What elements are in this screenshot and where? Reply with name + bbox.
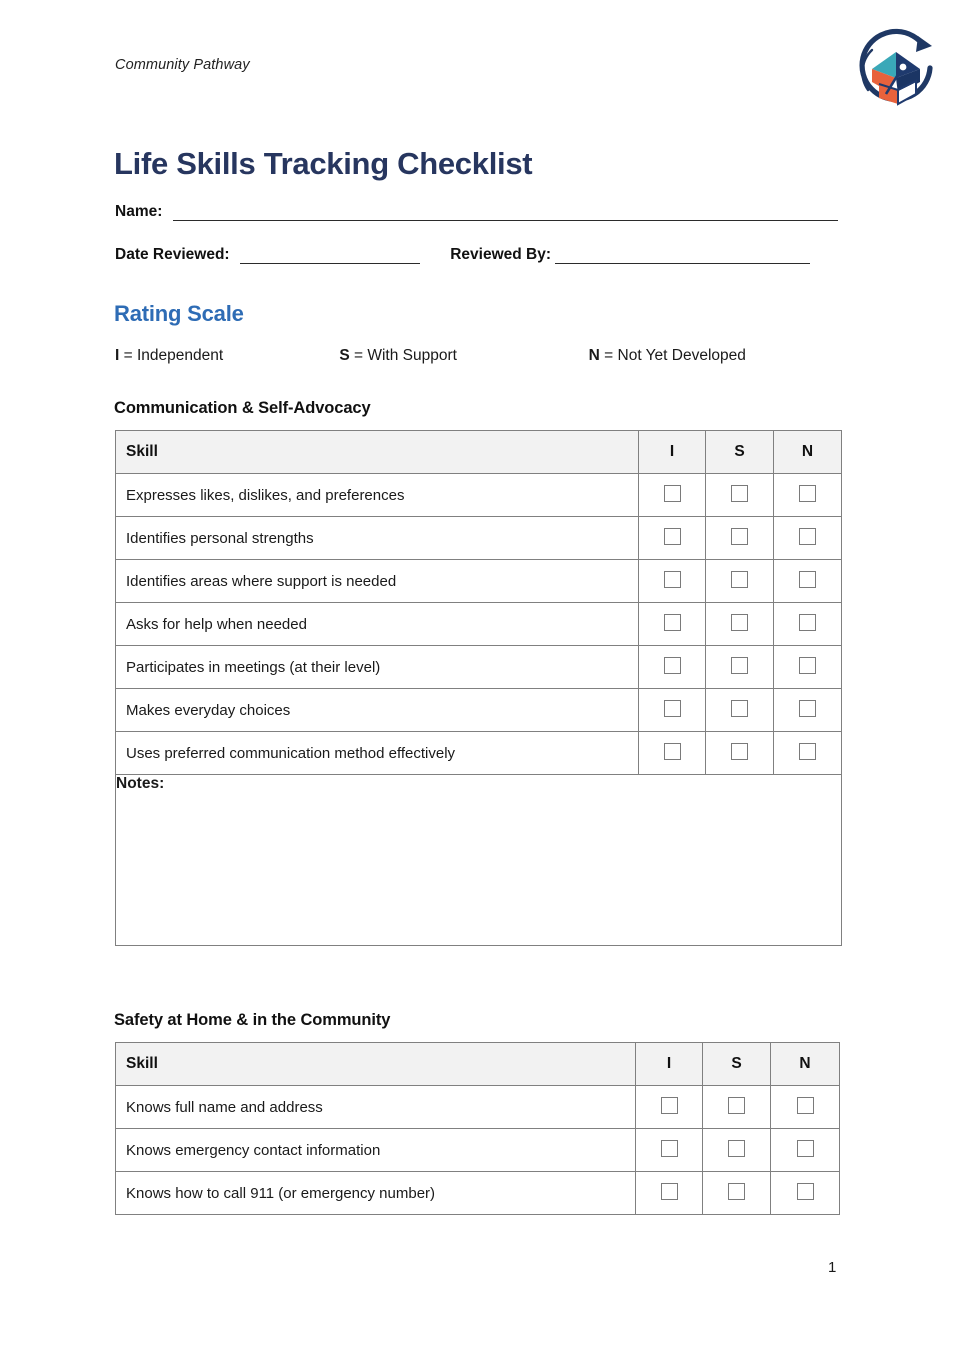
skill-label: Asks for help when needed [116, 603, 639, 646]
table-header-row [116, 431, 842, 474]
checkbox-cell-i[interactable] [639, 689, 706, 732]
skill-label: Identifies areas where support is needed [116, 560, 639, 603]
checkbox-not-yet[interactable] [799, 614, 816, 631]
column-header-not-yet: N [771, 1043, 840, 1086]
checkbox-support[interactable] [731, 571, 748, 588]
checkbox-independent[interactable] [664, 485, 681, 502]
reviewed-by-label: Reviewed By: [450, 246, 551, 263]
table-row [116, 517, 842, 560]
skill-label: Uses preferred communication method effectively [116, 732, 639, 775]
column-header-support: S [703, 1043, 771, 1086]
table-row [116, 603, 842, 646]
table-row [116, 560, 842, 603]
table-row [116, 1172, 840, 1215]
checkbox-cell-i[interactable] [639, 474, 706, 517]
table-row [116, 474, 842, 517]
checkbox-independent[interactable] [661, 1140, 678, 1157]
checkbox-support[interactable] [731, 700, 748, 717]
notes-row [116, 775, 842, 946]
checkbox-cell-i[interactable] [639, 732, 706, 775]
legend-sep-n: = [599, 347, 618, 364]
skill-label: Makes everyday choices [116, 689, 639, 732]
checkbox-independent[interactable] [661, 1183, 678, 1200]
notes-field[interactable]: Notes: [116, 775, 842, 946]
skills-table-safety [115, 1042, 840, 1215]
checkbox-not-yet[interactable] [799, 485, 816, 502]
table-body-communication [116, 474, 842, 946]
checkbox-cell-n[interactable] [774, 517, 842, 560]
skill-label: Identifies personal strengths [116, 517, 639, 560]
checkbox-cell-i[interactable] [639, 603, 706, 646]
table-row [116, 1129, 840, 1172]
legend-sep-i: = [119, 347, 137, 364]
rating-scale-heading: Rating Scale [114, 301, 244, 326]
legend-item-independent [115, 347, 335, 365]
checkbox-cell-s[interactable] [706, 603, 774, 646]
graduation-cap-circular-arrow-icon [846, 24, 946, 124]
checkbox-cell-s[interactable] [706, 560, 774, 603]
legend-label-i: Independent [136, 347, 224, 364]
name-input[interactable] [173, 206, 838, 221]
date-reviewer-field-row [115, 246, 810, 264]
checkbox-support[interactable] [728, 1183, 745, 1200]
table-header-row [116, 1043, 840, 1086]
checkbox-support[interactable] [728, 1097, 745, 1114]
checkbox-cell-n[interactable] [774, 689, 842, 732]
checkbox-cell-n[interactable] [774, 474, 842, 517]
checkbox-not-yet[interactable] [799, 657, 816, 674]
checkbox-cell-n[interactable] [774, 732, 842, 775]
checkbox-independent[interactable] [664, 700, 681, 717]
checkbox-independent[interactable] [664, 571, 681, 588]
page-title: Life Skills Tracking Checklist [114, 146, 533, 181]
checkbox-not-yet[interactable] [799, 743, 816, 760]
organization-logo [846, 24, 946, 124]
checkbox-cell-s[interactable] [703, 1086, 771, 1129]
legend-item-not-yet [589, 347, 746, 365]
checkbox-support[interactable] [731, 614, 748, 631]
column-header-skill: Skill [116, 1043, 636, 1086]
checkbox-support[interactable] [731, 743, 748, 760]
checkbox-independent[interactable] [664, 743, 681, 760]
checkbox-support[interactable] [728, 1140, 745, 1157]
checkbox-cell-n[interactable] [771, 1086, 840, 1129]
name-label: Name: [115, 203, 163, 220]
checkbox-not-yet[interactable] [797, 1140, 814, 1157]
legend-key-i: I [115, 347, 120, 364]
date-reviewed-input[interactable] [240, 249, 420, 264]
table-row [116, 732, 842, 775]
date-reviewed-label: Date Reviewed: [115, 246, 230, 263]
skill-label: Knows full name and address [116, 1086, 636, 1129]
legend-label-s: With Support [367, 347, 457, 364]
checkbox-independent[interactable] [664, 614, 681, 631]
table-body-safety [116, 1086, 840, 1215]
checkbox-cell-s[interactable] [706, 689, 774, 732]
legend-label-n: Not Yet Developed [617, 347, 746, 364]
checkbox-cell-n[interactable] [774, 603, 842, 646]
checkbox-independent[interactable] [664, 528, 681, 545]
column-header-not-yet: N [774, 431, 842, 474]
column-header-independent: I [636, 1043, 703, 1086]
table-row [116, 1086, 840, 1129]
checkbox-cell-i[interactable] [639, 646, 706, 689]
checkbox-cell-s[interactable] [706, 732, 774, 775]
checkbox-cell-i[interactable] [636, 1129, 703, 1172]
checkbox-cell-s[interactable] [706, 646, 774, 689]
legend-sep-s: = [349, 347, 368, 364]
checkbox-independent[interactable] [661, 1097, 678, 1114]
checkbox-cell-i[interactable] [639, 560, 706, 603]
rating-scale-legend [115, 347, 855, 365]
checkbox-not-yet[interactable] [797, 1097, 814, 1114]
table-row [116, 689, 842, 732]
skill-label: Expresses likes, dislikes, and preferences [116, 474, 639, 517]
column-header-skill: Skill [116, 431, 639, 474]
checkbox-cell-s[interactable] [703, 1129, 771, 1172]
checkbox-cell-n[interactable] [774, 646, 842, 689]
skills-table-communication [115, 430, 842, 946]
checkbox-independent[interactable] [664, 657, 681, 674]
checkbox-not-yet[interactable] [799, 571, 816, 588]
section-heading-communication: Communication & Self-Advocacy [114, 399, 371, 417]
checkbox-cell-n[interactable] [771, 1129, 840, 1172]
skill-label: Participates in meetings (at their level) [116, 646, 639, 689]
table-row [116, 646, 842, 689]
skill-label: Knows how to call 911 (or emergency number) [116, 1172, 636, 1215]
page-number: 1 [828, 1259, 837, 1276]
legend-item-support [339, 347, 584, 365]
name-field-row [115, 203, 838, 221]
checkbox-not-yet[interactable] [797, 1183, 814, 1200]
legend-key-n: N [588, 347, 600, 364]
checkbox-cell-i[interactable] [639, 517, 706, 560]
checkbox-cell-s[interactable] [706, 474, 774, 517]
legend-key-s: S [339, 347, 350, 364]
running-head: Community Pathway [115, 57, 250, 73]
checkbox-support[interactable] [731, 485, 748, 502]
checkbox-not-yet[interactable] [799, 700, 816, 717]
checkbox-support[interactable] [731, 657, 748, 674]
reviewed-by-input[interactable] [555, 249, 810, 264]
checkbox-not-yet[interactable] [799, 528, 816, 545]
skill-label: Knows emergency contact information [116, 1129, 636, 1172]
checkbox-cell-i[interactable] [636, 1086, 703, 1129]
checkbox-cell-s[interactable] [703, 1172, 771, 1215]
checkbox-cell-n[interactable] [774, 560, 842, 603]
section-heading-safety: Safety at Home & in the Community [114, 1011, 391, 1029]
checkbox-support[interactable] [731, 528, 748, 545]
checkbox-cell-s[interactable] [706, 517, 774, 560]
column-header-support: S [706, 431, 774, 474]
column-header-independent: I [639, 431, 706, 474]
checkbox-cell-n[interactable] [771, 1172, 840, 1215]
checkbox-cell-i[interactable] [636, 1172, 703, 1215]
